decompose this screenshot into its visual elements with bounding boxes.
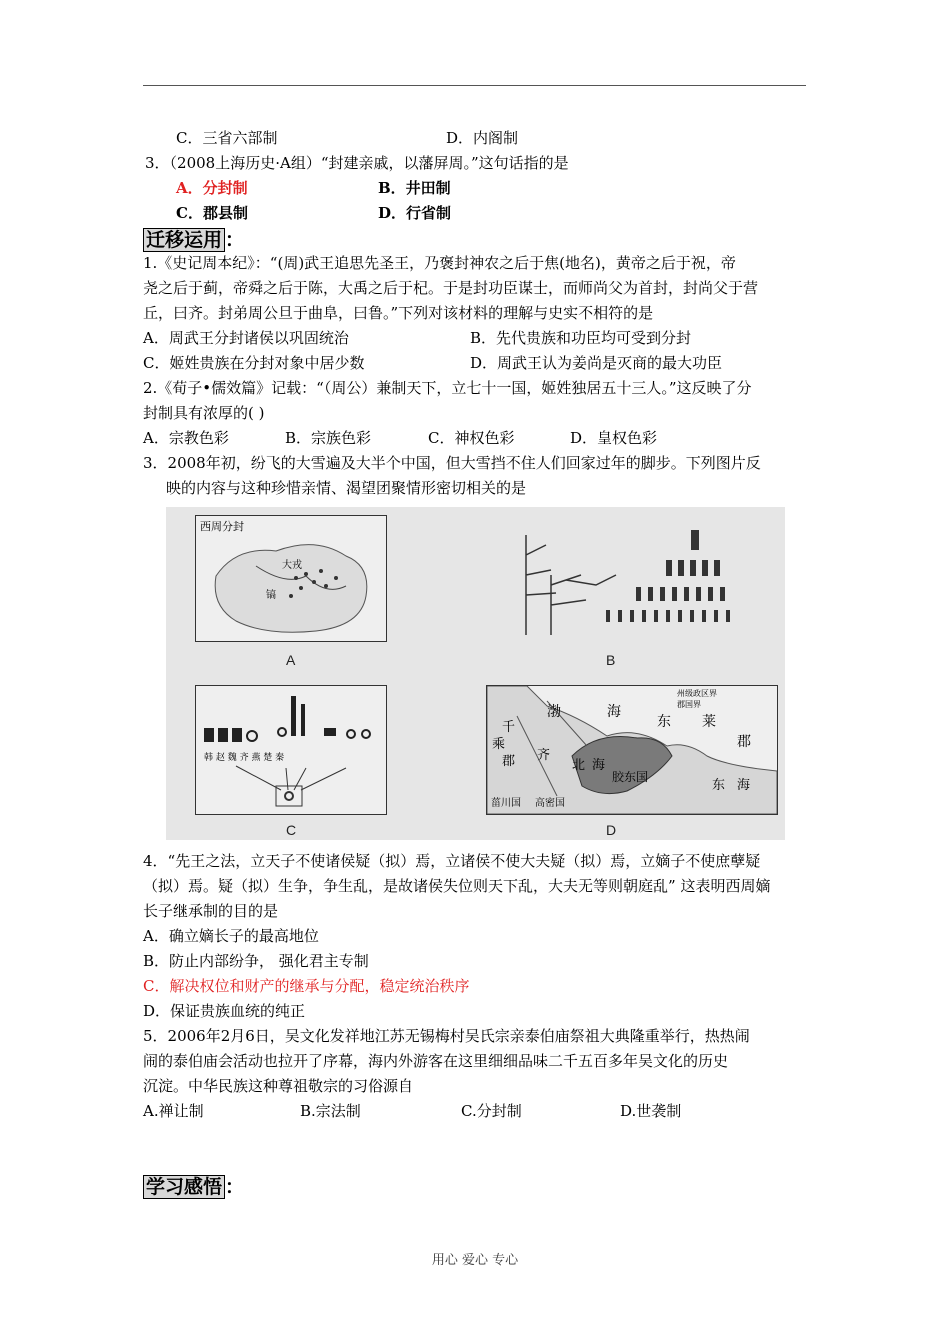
q2-option-b: B．宗族色彩 — [285, 429, 372, 447]
q4-option-b: B．防止内部纷争， 强化君主专制 — [143, 952, 369, 970]
map-label: 胶东国 — [612, 770, 649, 784]
section-heading-transfer — [143, 225, 244, 252]
map-label: 菑川国 — [491, 798, 521, 809]
q4-line: 4．“先王之法，立天子不使诸侯疑（拟）焉，立诸侯不使大夫疑（拟）焉，立嫡子不使庶孽疑 — [143, 852, 761, 870]
map-label: 渤 — [547, 704, 561, 720]
q5-option-c: C.分封制 — [461, 1102, 522, 1120]
q2-line: 封制具有浓厚的( ) — [143, 404, 265, 422]
panel-b-caption: B — [606, 652, 616, 668]
map-label: 莱 — [702, 714, 716, 730]
prev-q3-stem: 3．（2008上海历史·A组）“封建亲戚，以藩屏周。”这句话指的是 — [145, 154, 569, 172]
map-label: 海 — [592, 758, 606, 773]
q5-option-b: B.宗法制 — [300, 1102, 361, 1120]
section-colon: ： — [225, 1176, 245, 1198]
q5-option-d: D.世袭制 — [620, 1102, 682, 1120]
q3-line: 3．2008年初，纷飞的大雪遍及大半个中国，但大雪挡不住人们回家过年的脚步。下列图片反 — [143, 454, 761, 472]
q2-option-c: C．神权色彩 — [428, 429, 515, 447]
q3-line: 映的内容与这种珍惜亲情、渴望团聚情形密切相关的是 — [166, 479, 527, 497]
q4-option-c-answer: C．解决权位和财产的继承与分配，稳定统治秩序 — [143, 977, 470, 995]
q4-option-a: A．确立嫡长子的最高地位 — [143, 927, 319, 945]
map-label: 海 — [737, 778, 751, 793]
section-title: 迁移运用 — [143, 228, 225, 252]
q4-option-d: D．保证贵族血统的纯正 — [143, 1002, 306, 1020]
map-label: 大戎 — [282, 560, 302, 571]
q1-line: 尧之后于蓟，帝舜之后于陈，大禹之后于杞。于是封功臣谋士，而师尚父为首封，封尚父于营 — [143, 279, 759, 297]
panel-a-title: 西周分封 — [200, 521, 244, 533]
prev-q3-option-a: A．分封制 — [176, 179, 248, 197]
q1-line: 1.《史记周本纪》：“(周)武王追思先圣王，乃褒封神农之后于焦(地名)，黄帝之后于祝，帝 — [143, 254, 736, 272]
legend-item: 郡国界 — [677, 700, 701, 709]
legend-item: 州级政区界 — [677, 689, 717, 698]
panel-d-caption: D — [606, 822, 617, 838]
map-label: 乘 — [492, 737, 506, 752]
map-shape — [196, 516, 386, 641]
map-label: 千 — [502, 720, 516, 735]
map-label: 东 — [712, 778, 726, 793]
coin-labels: 韩 赵 魏 齐 燕 楚 秦 — [204, 753, 285, 763]
section-heading-reflection — [143, 1172, 244, 1199]
q4-line: （拟）焉。疑（拟）生争，争生乱，是故诸侯失位则天下乱，大夫无等则朝庭乱” 这表明西周嫡 — [143, 877, 771, 895]
map-label: 北 — [572, 758, 586, 773]
section-colon: ： — [225, 229, 245, 251]
han-map-drawing — [487, 686, 777, 814]
prev-q3-option-d: D．行省制 — [378, 204, 452, 222]
map-label: 高密国 — [535, 798, 565, 809]
panel-c-caption: C — [286, 822, 297, 838]
header-rule — [143, 85, 806, 86]
q4-line: 长子继承制的目的是 — [143, 902, 279, 920]
panel-d-map — [486, 685, 778, 815]
map-label: 海 — [607, 704, 621, 720]
q2-option-a: A．宗教色彩 — [143, 429, 229, 447]
q1-option-a: A．周武王分封诸侯以巩固统治 — [143, 329, 349, 347]
q5-line: 沉淀。中华民族这种尊祖敬宗的习俗源自 — [143, 1077, 414, 1095]
q5-line: 5．2006年2月6日，吴文化发祥地江苏无锡梅村吴氏宗亲泰伯庙祭祖大典隆重举行，热热闹 — [143, 1027, 750, 1045]
q1-option-c: C．姬姓贵族在分封对象中居少数 — [143, 354, 365, 372]
panel-a-caption: A — [286, 652, 296, 668]
map-label: 齐 — [537, 748, 551, 763]
q2-option-d: D．皇权色彩 — [570, 429, 658, 447]
map-label: 郡 — [502, 754, 516, 769]
prev-option-c: C．三省六部制 — [176, 129, 278, 147]
q2-line: 2.《荀子•儒效篇》记载：“（周公）兼制天下，立七十一国，姬姓独居五十三人。”这反映了分 — [143, 379, 752, 397]
hierarchy-drawing — [506, 515, 766, 645]
prev-option-d: D．内阁制 — [446, 129, 519, 147]
map-label: 郡 — [737, 734, 751, 750]
q1-option-b: B．先代贵族和功臣均可受到分封 — [470, 329, 692, 347]
q1-option-d: D．周武王认为姜尚是灭商的最大功臣 — [470, 354, 723, 372]
section-title: 学习感悟 — [143, 1175, 225, 1199]
panel-c-coins — [195, 685, 387, 815]
map-label: 镐 — [266, 590, 276, 601]
q5-option-a: A.禅让制 — [143, 1102, 204, 1120]
q5-line: 闹的泰伯庙会活动也拉开了序幕，海内外游客在这里细细品味二千五百多年吴文化的历史 — [143, 1052, 729, 1070]
page-footer: 用心 爱心 专心 — [431, 1253, 519, 1268]
prev-q3-option-b: B．井田制 — [378, 179, 451, 197]
question-figure — [166, 507, 785, 840]
panel-b-hierarchy — [506, 515, 766, 645]
q1-line: 丘，曰齐。封弟周公旦于曲阜，曰鲁。”下列对该材料的理解与史实不相符的是 — [143, 304, 654, 322]
prev-q3-option-c: C．郡县制 — [176, 204, 248, 222]
map-label: 东 — [657, 714, 671, 730]
panel-a-map — [195, 515, 387, 642]
